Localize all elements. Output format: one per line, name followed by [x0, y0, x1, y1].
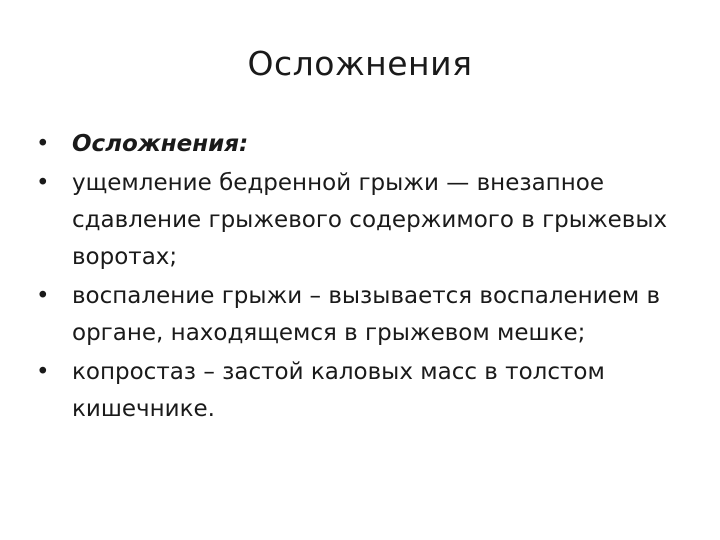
bullet-dot-icon: •	[36, 359, 50, 385]
bullet-text: ущемление бедренной грыжи — внезапное сдавление грыжевого содержимого в грыжевых воротах;	[72, 170, 668, 270]
bullet-list	[36, 126, 686, 430]
bullet-dot-icon: •	[36, 170, 50, 196]
slide-title: Осложнения	[247, 44, 473, 83]
bullet-item-heading	[36, 126, 686, 163]
bullet-dot-icon: •	[36, 131, 50, 157]
bullet-text: Осложнения:	[72, 131, 249, 157]
bullet-text: воспаление грыжи – вызывается воспалением в органе, находящемся в грыжевом мешке;	[72, 283, 661, 346]
bullet-item-strangulation	[36, 165, 686, 276]
bullet-item-inflammation	[36, 278, 686, 352]
bullet-dot-icon: •	[36, 283, 50, 309]
bullet-item-coprostasis	[36, 354, 686, 428]
bullet-text: копростаз – застой каловых масс в толстом кишечнике.	[72, 359, 605, 422]
